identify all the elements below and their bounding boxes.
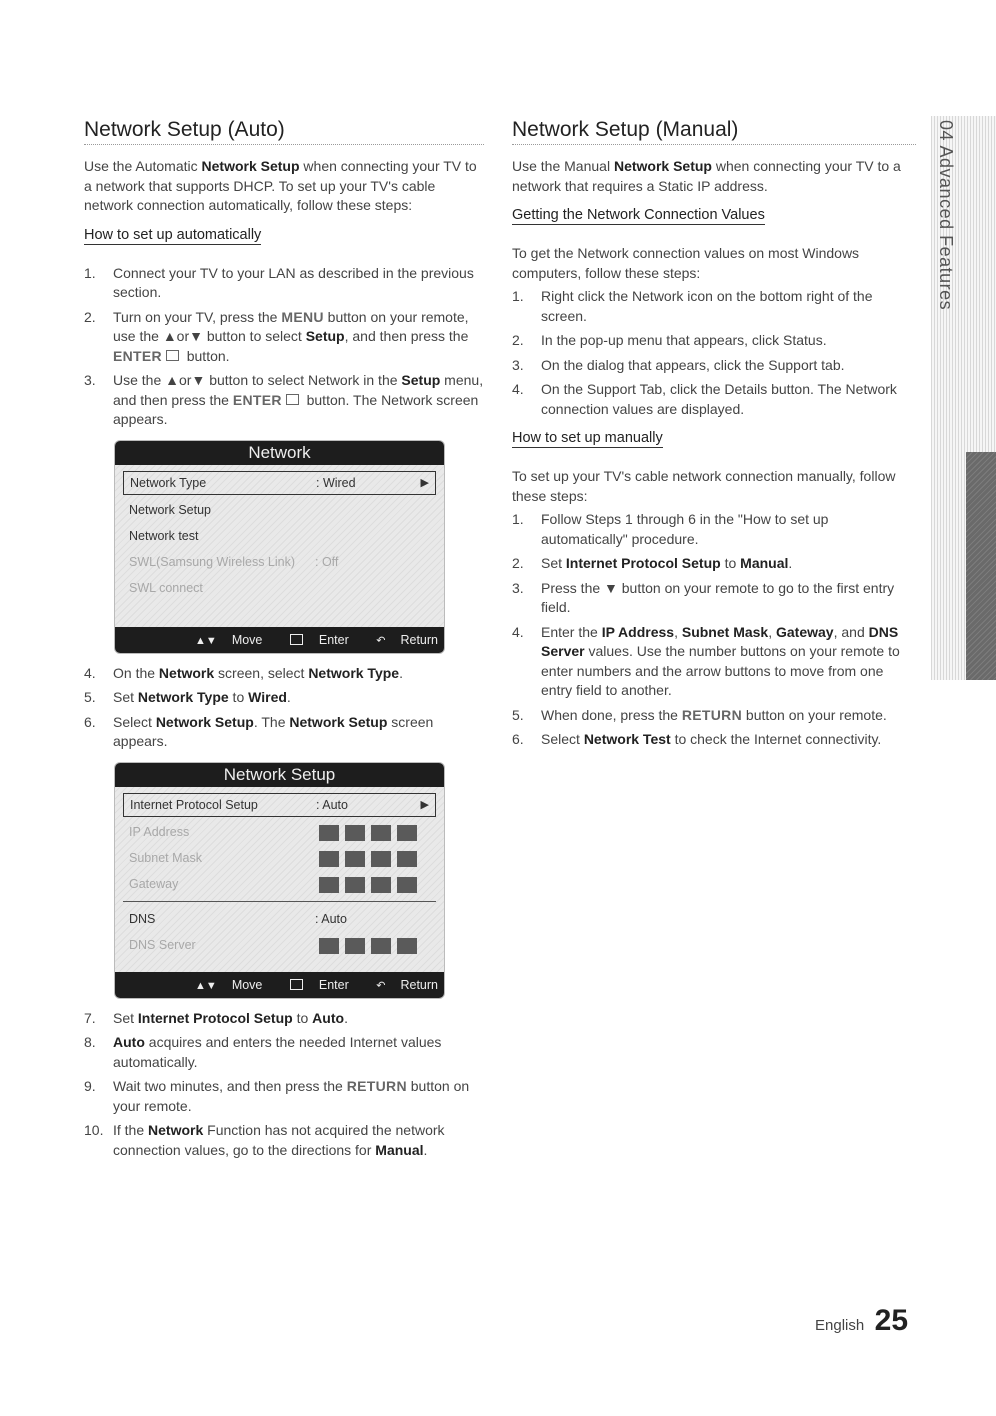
section-heading-manual: Network Setup (Manual) xyxy=(512,118,916,145)
list-item: 3. Press the ▼ button on your remote to go to the first entry field. xyxy=(512,579,895,615)
list-item: 1. Right click the Network icon on the bottom right of the screen. xyxy=(512,288,873,324)
value-blocks xyxy=(319,937,423,963)
intro-paragraph-auto: Use the Automatic Network Setup when connecting your TV to a network that supports DHCP. To set up your TV's cable network connection automatically, follow these steps: xyxy=(84,158,477,213)
connection-steps-list xyxy=(512,287,916,419)
updown-arrow-icon: ▲▼ xyxy=(195,979,217,992)
screen-title: Network Setup xyxy=(115,763,444,787)
list-item: 2. Turn on your TV, press the MENU button on your remote, use the ▲or▼ button to select Setup, and then press the ENTER button. xyxy=(84,308,469,364)
network-screen xyxy=(114,440,445,654)
enter-icon xyxy=(286,394,299,405)
auto-steps-list xyxy=(84,264,484,430)
list-item: 4. On the Network screen, select Network Type. xyxy=(84,664,403,681)
list-item: 4. On the Support Tab, click the Details button. The Network connection values are displayed. xyxy=(512,381,897,417)
auto-steps-list-3 xyxy=(84,1009,484,1161)
menu-item-gateway: Gateway xyxy=(123,871,436,897)
list-item: 2. Set Internet Protocol Setup to Manual. xyxy=(512,555,793,571)
list-item: 3. On the dialog that appears, click the Support tab. xyxy=(512,356,845,373)
screen-footer: ▲▼ Move Enter ↶ Return xyxy=(115,627,444,653)
paragraph-manual: To set up your TV's cable network connection manually, follow these steps: xyxy=(512,468,896,504)
return-icon: ↶ xyxy=(376,979,386,992)
list-item: 5. When done, press the RETURN button on your remote. xyxy=(512,706,887,723)
manual-steps-list xyxy=(512,510,916,750)
right-column xyxy=(512,118,916,755)
page-number: 25 xyxy=(874,1304,909,1337)
auto-steps-list-2 xyxy=(84,664,484,752)
subheading-auto: How to set up automatically xyxy=(84,226,262,243)
chapter-label: 04 Advanced Features xyxy=(936,120,956,311)
list-item: 1. Connect your TV to your LAN as described in the previous section. xyxy=(84,264,474,300)
value-blocks xyxy=(319,876,423,902)
list-item: 2. In the pop-up menu that appears, click Status. xyxy=(512,332,827,348)
enter-icon xyxy=(290,979,303,990)
screen-title: Network xyxy=(115,441,444,465)
list-item: 10. If the Network Function has not acquired the network connection values, go to the directions for Manual. xyxy=(84,1122,445,1158)
list-item: 4. Enter the IP Address, Subnet Mask, Gateway, and DNS Server values. Use the number buttons on your remote to enter numbers and the arrow buttons to move from one entry field to another. xyxy=(512,623,900,698)
section-heading-auto: Network Setup (Auto) xyxy=(84,118,484,145)
menu-item-network-test: Network test xyxy=(129,528,199,543)
menu-item-dns-server: DNS Server xyxy=(123,932,436,958)
intro-paragraph-manual: Use the Manual Network Setup when connecting your TV to a network that requires a Static IP address. xyxy=(512,158,901,194)
menu-item-swl-connect: SWL connect xyxy=(129,580,203,595)
updown-arrow-icon: ▲▼ xyxy=(195,634,217,647)
list-item: 9. Wait two minutes, and then press the RETURN button on your remote. xyxy=(84,1078,470,1114)
list-item: 1. Follow Steps 1 through 6 in the "How to set up automatically" procedure. xyxy=(512,511,829,547)
menu-item-network-setup: Network Setup xyxy=(129,502,211,517)
screen-footer: ▲▼ Move Enter ↶ Return xyxy=(115,972,444,998)
subheading-connection-values: Getting the Network Connection Values xyxy=(512,207,765,223)
footer-language: English xyxy=(815,1317,865,1334)
menu-item-dns: DNS : Auto xyxy=(129,911,347,926)
list-item: 6. Select Network Setup. The Network Setup screen appears. xyxy=(84,713,434,749)
list-item: 6. Select Network Test to check the Internet connectivity. xyxy=(512,731,882,747)
arrow-right-icon: ▶ xyxy=(420,476,429,489)
menu-item-network-type: Network Type : Wired ▶ xyxy=(123,471,436,495)
chapter-side-tab-marker xyxy=(966,452,996,680)
enter-icon xyxy=(166,350,179,361)
subheading-manual: How to set up manually xyxy=(512,430,663,446)
left-column xyxy=(84,118,484,1165)
menu-item-internet-protocol-setup: Internet Protocol Setup : Auto ▶ xyxy=(123,793,436,817)
menu-item-swl: SWL(Samsung Wireless Link) : Off xyxy=(129,554,339,569)
page-footer xyxy=(815,1304,908,1338)
arrow-right-icon: ▶ xyxy=(420,798,429,811)
list-item: 7. Set Internet Protocol Setup to Auto. xyxy=(84,1009,348,1026)
list-item: 8. Auto acquires and enters the needed Internet values automatically. xyxy=(84,1034,442,1070)
menu-item-ip-address: IP Address xyxy=(123,819,436,845)
enter-icon xyxy=(290,634,303,645)
paragraph-connection-values: To get the Network connection values on most Windows computers, follow these steps: xyxy=(512,245,860,281)
list-item: 5. Set Network Type to Wired. xyxy=(84,689,291,705)
network-setup-screen xyxy=(114,762,445,999)
menu-item-subnet-mask: Subnet Mask xyxy=(123,845,436,871)
list-item: 3. Use the ▲or▼ button to select Network in the Setup menu, and then press the ENTER button. The Network screen appears. xyxy=(84,372,484,427)
return-icon: ↶ xyxy=(376,634,386,647)
